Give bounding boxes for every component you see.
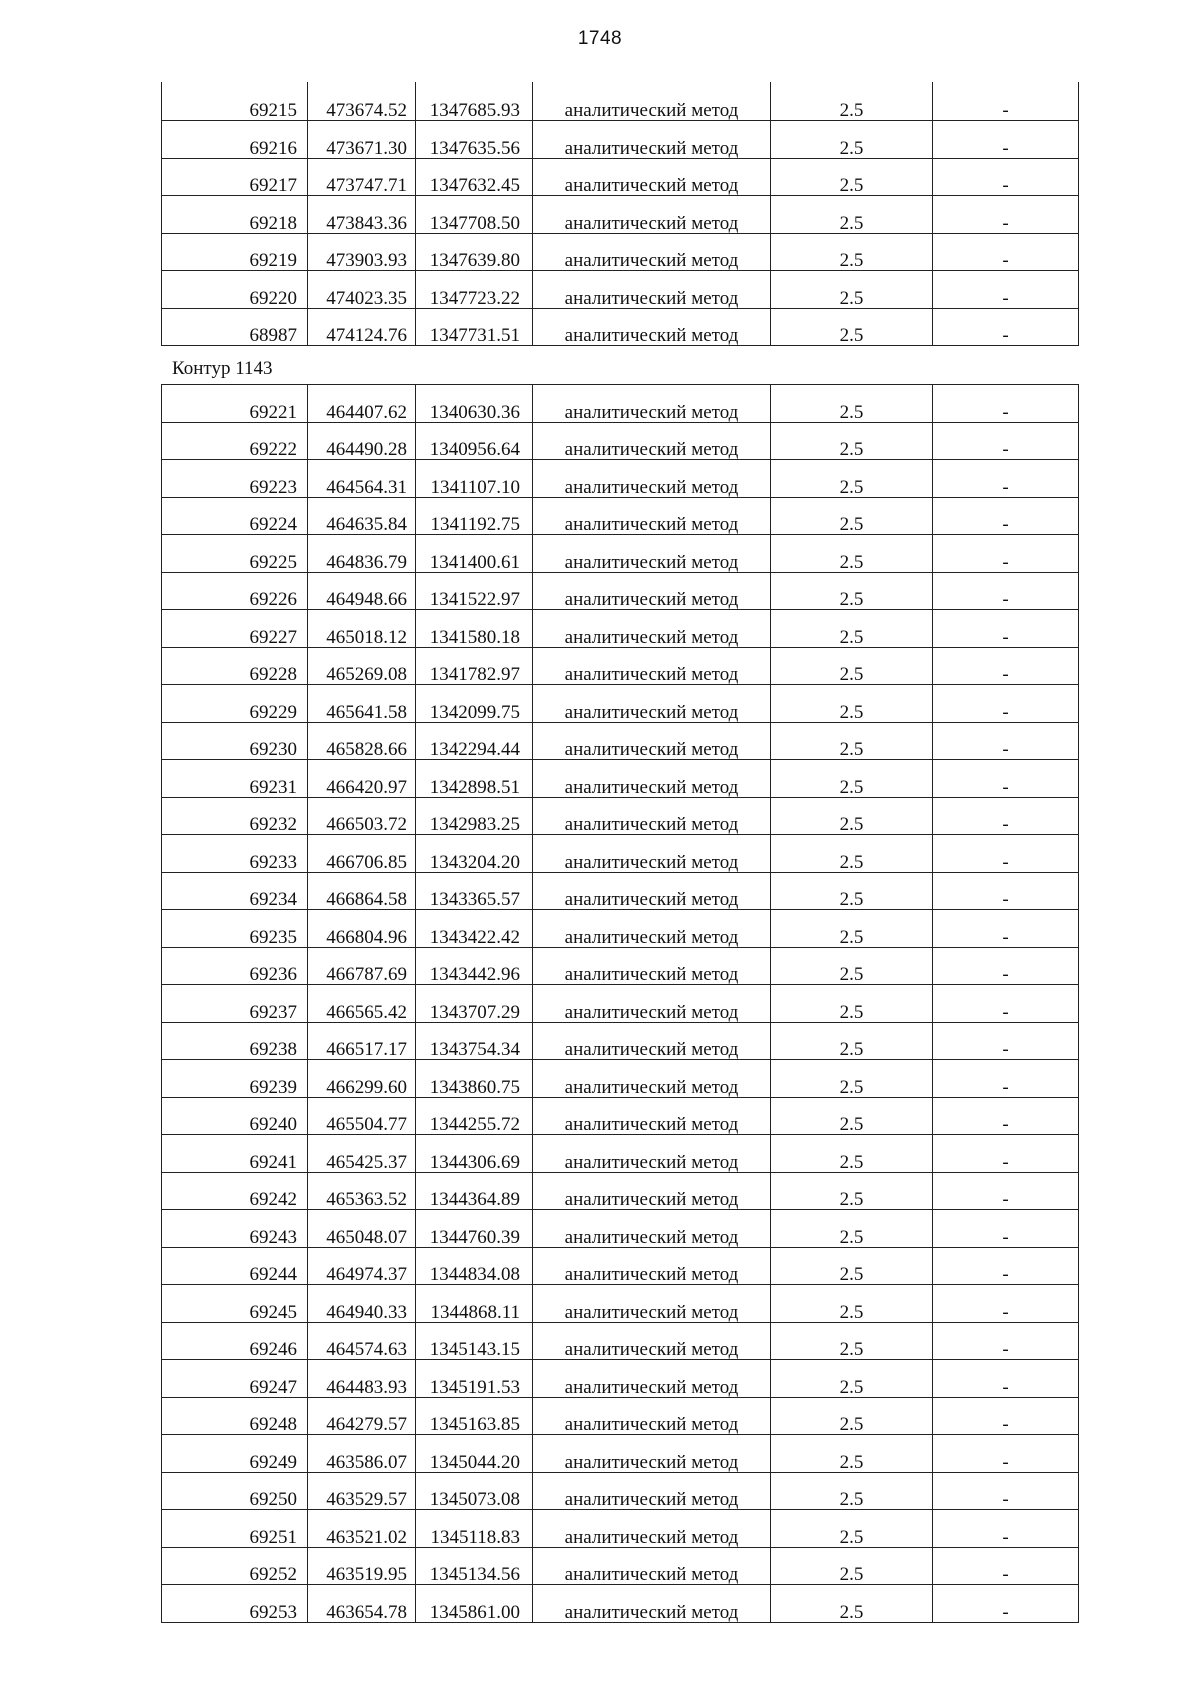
table-row bbox=[162, 1210, 1079, 1248]
y-coordinate-cell: 1347635.56 bbox=[416, 121, 533, 159]
note-cell: - bbox=[933, 1585, 1079, 1623]
y-coordinate-cell: 1342983.25 bbox=[416, 797, 533, 835]
table-row bbox=[162, 797, 1079, 835]
note-cell: - bbox=[933, 760, 1079, 798]
y-coordinate-cell: 1343204.20 bbox=[416, 835, 533, 873]
table-row bbox=[162, 1135, 1079, 1173]
y-coordinate-cell: 1342898.51 bbox=[416, 760, 533, 798]
point-number-cell: 69244 bbox=[162, 1247, 308, 1285]
method-cell: аналитический метод bbox=[533, 1322, 771, 1360]
point-number-cell: 69246 bbox=[162, 1322, 308, 1360]
point-number-cell: 68987 bbox=[162, 308, 308, 346]
x-coordinate-cell: 463521.02 bbox=[308, 1510, 416, 1548]
note-cell: - bbox=[933, 196, 1079, 234]
point-number-cell: 69223 bbox=[162, 460, 308, 498]
accuracy-cell: 2.5 bbox=[771, 271, 933, 309]
x-coordinate-cell: 465048.07 bbox=[308, 1210, 416, 1248]
method-cell: аналитический метод bbox=[533, 685, 771, 723]
method-cell: аналитический метод bbox=[533, 422, 771, 460]
note-cell: - bbox=[933, 685, 1079, 723]
y-coordinate-cell: 1341782.97 bbox=[416, 647, 533, 685]
note-cell: - bbox=[933, 308, 1079, 346]
table-row bbox=[162, 422, 1079, 460]
y-coordinate-cell: 1347723.22 bbox=[416, 271, 533, 309]
note-cell: - bbox=[933, 1510, 1079, 1548]
table-row bbox=[162, 1022, 1079, 1060]
x-coordinate-cell: 466517.17 bbox=[308, 1022, 416, 1060]
note-cell: - bbox=[933, 1022, 1079, 1060]
accuracy-cell: 2.5 bbox=[771, 947, 933, 985]
table-row bbox=[162, 647, 1079, 685]
accuracy-cell: 2.5 bbox=[771, 535, 933, 573]
table-row bbox=[162, 1060, 1079, 1098]
y-coordinate-cell: 1344255.72 bbox=[416, 1097, 533, 1135]
y-coordinate-cell: 1343422.42 bbox=[416, 910, 533, 948]
method-cell: аналитический метод bbox=[533, 121, 771, 159]
point-number-cell: 69222 bbox=[162, 422, 308, 460]
table-row bbox=[162, 271, 1079, 309]
x-coordinate-cell: 473674.52 bbox=[308, 82, 416, 121]
table-row bbox=[162, 835, 1079, 873]
note-cell: - bbox=[933, 1547, 1079, 1585]
y-coordinate-cell: 1344760.39 bbox=[416, 1210, 533, 1248]
point-number-cell: 69247 bbox=[162, 1360, 308, 1398]
y-coordinate-cell: 1341400.61 bbox=[416, 535, 533, 573]
method-cell: аналитический метод bbox=[533, 722, 771, 760]
point-number-cell: 69241 bbox=[162, 1135, 308, 1173]
table-row bbox=[162, 1360, 1079, 1398]
method-cell: аналитический метод bbox=[533, 1022, 771, 1060]
note-cell: - bbox=[933, 121, 1079, 159]
note-cell: - bbox=[933, 910, 1079, 948]
point-number-cell: 69217 bbox=[162, 158, 308, 196]
table-row bbox=[162, 460, 1079, 498]
coordinates-table-contour bbox=[161, 384, 1079, 1623]
point-number-cell: 69238 bbox=[162, 1022, 308, 1060]
point-number-cell: 69224 bbox=[162, 497, 308, 535]
accuracy-cell: 2.5 bbox=[771, 1097, 933, 1135]
method-cell: аналитический метод bbox=[533, 1510, 771, 1548]
table-row bbox=[162, 1547, 1079, 1585]
note-cell: - bbox=[933, 1285, 1079, 1323]
y-coordinate-cell: 1340630.36 bbox=[416, 385, 533, 423]
y-coordinate-cell: 1347632.45 bbox=[416, 158, 533, 196]
table-row bbox=[162, 82, 1079, 121]
point-number-cell: 69242 bbox=[162, 1172, 308, 1210]
method-cell: аналитический метод bbox=[533, 985, 771, 1023]
method-cell: аналитический метод bbox=[533, 760, 771, 798]
accuracy-cell: 2.5 bbox=[771, 233, 933, 271]
accuracy-cell: 2.5 bbox=[771, 610, 933, 648]
point-number-cell: 69253 bbox=[162, 1585, 308, 1623]
point-number-cell: 69243 bbox=[162, 1210, 308, 1248]
note-cell: - bbox=[933, 572, 1079, 610]
note-cell: - bbox=[933, 460, 1079, 498]
x-coordinate-cell: 465269.08 bbox=[308, 647, 416, 685]
method-cell: аналитический метод bbox=[533, 1547, 771, 1585]
x-coordinate-cell: 463519.95 bbox=[308, 1547, 416, 1585]
method-cell: аналитический метод bbox=[533, 1060, 771, 1098]
table-row bbox=[162, 947, 1079, 985]
point-number-cell: 69231 bbox=[162, 760, 308, 798]
accuracy-cell: 2.5 bbox=[771, 985, 933, 1023]
point-number-cell: 69240 bbox=[162, 1097, 308, 1135]
y-coordinate-cell: 1341580.18 bbox=[416, 610, 533, 648]
x-coordinate-cell: 473671.30 bbox=[308, 121, 416, 159]
method-cell: аналитический метод bbox=[533, 797, 771, 835]
accuracy-cell: 2.5 bbox=[771, 685, 933, 723]
table-row bbox=[162, 1247, 1079, 1285]
table-row bbox=[162, 385, 1079, 423]
y-coordinate-cell: 1343707.29 bbox=[416, 985, 533, 1023]
accuracy-cell: 2.5 bbox=[771, 1022, 933, 1060]
x-coordinate-cell: 464279.57 bbox=[308, 1397, 416, 1435]
method-cell: аналитический метод bbox=[533, 910, 771, 948]
point-number-cell: 69227 bbox=[162, 610, 308, 648]
table-row bbox=[162, 233, 1079, 271]
table-row bbox=[162, 196, 1079, 234]
table-row bbox=[162, 1397, 1079, 1435]
method-cell: аналитический метод bbox=[533, 647, 771, 685]
point-number-cell: 69235 bbox=[162, 910, 308, 948]
point-number-cell: 69216 bbox=[162, 121, 308, 159]
x-coordinate-cell: 466787.69 bbox=[308, 947, 416, 985]
point-number-cell: 69248 bbox=[162, 1397, 308, 1435]
accuracy-cell: 2.5 bbox=[771, 196, 933, 234]
point-number-cell: 69250 bbox=[162, 1472, 308, 1510]
method-cell: аналитический метод bbox=[533, 308, 771, 346]
method-cell: аналитический метод bbox=[533, 535, 771, 573]
note-cell: - bbox=[933, 872, 1079, 910]
table-row bbox=[162, 722, 1079, 760]
table-row bbox=[162, 1285, 1079, 1323]
accuracy-cell: 2.5 bbox=[771, 797, 933, 835]
accuracy-cell: 2.5 bbox=[771, 1435, 933, 1473]
note-cell: - bbox=[933, 158, 1079, 196]
note-cell: - bbox=[933, 271, 1079, 309]
method-cell: аналитический метод bbox=[533, 1360, 771, 1398]
accuracy-cell: 2.5 bbox=[771, 835, 933, 873]
accuracy-cell: 2.5 bbox=[771, 121, 933, 159]
accuracy-cell: 2.5 bbox=[771, 158, 933, 196]
point-number-cell: 69226 bbox=[162, 572, 308, 610]
x-coordinate-cell: 465363.52 bbox=[308, 1172, 416, 1210]
y-coordinate-cell: 1347685.93 bbox=[416, 82, 533, 121]
y-coordinate-cell: 1345118.83 bbox=[416, 1510, 533, 1548]
point-number-cell: 69215 bbox=[162, 82, 308, 121]
note-cell: - bbox=[933, 985, 1079, 1023]
x-coordinate-cell: 465504.77 bbox=[308, 1097, 416, 1135]
note-cell: - bbox=[933, 610, 1079, 648]
accuracy-cell: 2.5 bbox=[771, 1360, 933, 1398]
note-cell: - bbox=[933, 1435, 1079, 1473]
method-cell: аналитический метод bbox=[533, 1585, 771, 1623]
x-coordinate-cell: 464940.33 bbox=[308, 1285, 416, 1323]
method-cell: аналитический метод bbox=[533, 497, 771, 535]
table-row bbox=[162, 1472, 1079, 1510]
method-cell: аналитический метод bbox=[533, 196, 771, 234]
note-cell: - bbox=[933, 1472, 1079, 1510]
accuracy-cell: 2.5 bbox=[771, 1322, 933, 1360]
note-cell: - bbox=[933, 647, 1079, 685]
y-coordinate-cell: 1343860.75 bbox=[416, 1060, 533, 1098]
method-cell: аналитический метод bbox=[533, 835, 771, 873]
x-coordinate-cell: 473903.93 bbox=[308, 233, 416, 271]
x-coordinate-cell: 464574.63 bbox=[308, 1322, 416, 1360]
table-row bbox=[162, 985, 1079, 1023]
y-coordinate-cell: 1345163.85 bbox=[416, 1397, 533, 1435]
y-coordinate-cell: 1345191.53 bbox=[416, 1360, 533, 1398]
method-cell: аналитический метод bbox=[533, 947, 771, 985]
table-row bbox=[162, 572, 1079, 610]
accuracy-cell: 2.5 bbox=[771, 1585, 933, 1623]
y-coordinate-cell: 1344868.11 bbox=[416, 1285, 533, 1323]
point-number-cell: 69239 bbox=[162, 1060, 308, 1098]
x-coordinate-cell: 464483.93 bbox=[308, 1360, 416, 1398]
method-cell: аналитический метод bbox=[533, 82, 771, 121]
y-coordinate-cell: 1342294.44 bbox=[416, 722, 533, 760]
y-coordinate-cell: 1345044.20 bbox=[416, 1435, 533, 1473]
y-coordinate-cell: 1343754.34 bbox=[416, 1022, 533, 1060]
y-coordinate-cell: 1347708.50 bbox=[416, 196, 533, 234]
y-coordinate-cell: 1344834.08 bbox=[416, 1247, 533, 1285]
y-coordinate-cell: 1340956.64 bbox=[416, 422, 533, 460]
note-cell: - bbox=[933, 233, 1079, 271]
y-coordinate-cell: 1342099.75 bbox=[416, 685, 533, 723]
x-coordinate-cell: 466804.96 bbox=[308, 910, 416, 948]
x-coordinate-cell: 464564.31 bbox=[308, 460, 416, 498]
method-cell: аналитический метод bbox=[533, 1285, 771, 1323]
method-cell: аналитический метод bbox=[533, 1472, 771, 1510]
point-number-cell: 69234 bbox=[162, 872, 308, 910]
note-cell: - bbox=[933, 1060, 1079, 1098]
method-cell: аналитический метод bbox=[533, 1172, 771, 1210]
table-row bbox=[162, 685, 1079, 723]
method-cell: аналитический метод bbox=[533, 872, 771, 910]
table-row bbox=[162, 1322, 1079, 1360]
x-coordinate-cell: 465018.12 bbox=[308, 610, 416, 648]
note-cell: - bbox=[933, 1097, 1079, 1135]
note-cell: - bbox=[933, 385, 1079, 423]
note-cell: - bbox=[933, 1322, 1079, 1360]
accuracy-cell: 2.5 bbox=[771, 1135, 933, 1173]
point-number-cell: 69218 bbox=[162, 196, 308, 234]
accuracy-cell: 2.5 bbox=[771, 872, 933, 910]
x-coordinate-cell: 465828.66 bbox=[308, 722, 416, 760]
accuracy-cell: 2.5 bbox=[771, 1285, 933, 1323]
table-row bbox=[162, 872, 1079, 910]
y-coordinate-cell: 1343442.96 bbox=[416, 947, 533, 985]
method-cell: аналитический метод bbox=[533, 1210, 771, 1248]
accuracy-cell: 2.5 bbox=[771, 1210, 933, 1248]
y-coordinate-cell: 1344306.69 bbox=[416, 1135, 533, 1173]
x-coordinate-cell: 464490.28 bbox=[308, 422, 416, 460]
point-number-cell: 69229 bbox=[162, 685, 308, 723]
note-cell: - bbox=[933, 422, 1079, 460]
method-cell: аналитический метод bbox=[533, 1397, 771, 1435]
method-cell: аналитический метод bbox=[533, 1135, 771, 1173]
x-coordinate-cell: 465641.58 bbox=[308, 685, 416, 723]
table-row bbox=[162, 497, 1079, 535]
table-row bbox=[162, 1435, 1079, 1473]
table-row bbox=[162, 910, 1079, 948]
accuracy-cell: 2.5 bbox=[771, 910, 933, 948]
y-coordinate-cell: 1347639.80 bbox=[416, 233, 533, 271]
point-number-cell: 69232 bbox=[162, 797, 308, 835]
x-coordinate-cell: 473843.36 bbox=[308, 196, 416, 234]
y-coordinate-cell: 1341192.75 bbox=[416, 497, 533, 535]
accuracy-cell: 2.5 bbox=[771, 1172, 933, 1210]
accuracy-cell: 2.5 bbox=[771, 760, 933, 798]
table-row bbox=[162, 760, 1079, 798]
note-cell: - bbox=[933, 797, 1079, 835]
table-row bbox=[162, 610, 1079, 648]
x-coordinate-cell: 473747.71 bbox=[308, 158, 416, 196]
point-number-cell: 69225 bbox=[162, 535, 308, 573]
method-cell: аналитический метод bbox=[533, 572, 771, 610]
x-coordinate-cell: 466565.42 bbox=[308, 985, 416, 1023]
y-coordinate-cell: 1343365.57 bbox=[416, 872, 533, 910]
x-coordinate-cell: 474124.76 bbox=[308, 308, 416, 346]
accuracy-cell: 2.5 bbox=[771, 1547, 933, 1585]
method-cell: аналитический метод bbox=[533, 233, 771, 271]
x-coordinate-cell: 464836.79 bbox=[308, 535, 416, 573]
table-row bbox=[162, 158, 1079, 196]
accuracy-cell: 2.5 bbox=[771, 82, 933, 121]
note-cell: - bbox=[933, 947, 1079, 985]
table-row bbox=[162, 1172, 1079, 1210]
method-cell: аналитический метод bbox=[533, 1247, 771, 1285]
point-number-cell: 69233 bbox=[162, 835, 308, 873]
table-row bbox=[162, 1097, 1079, 1135]
x-coordinate-cell: 463586.07 bbox=[308, 1435, 416, 1473]
point-number-cell: 69220 bbox=[162, 271, 308, 309]
note-cell: - bbox=[933, 497, 1079, 535]
accuracy-cell: 2.5 bbox=[771, 1510, 933, 1548]
method-cell: аналитический метод bbox=[533, 610, 771, 648]
accuracy-cell: 2.5 bbox=[771, 722, 933, 760]
x-coordinate-cell: 464407.62 bbox=[308, 385, 416, 423]
point-number-cell: 69219 bbox=[162, 233, 308, 271]
point-number-cell: 69236 bbox=[162, 947, 308, 985]
note-cell: - bbox=[933, 1210, 1079, 1248]
method-cell: аналитический метод bbox=[533, 158, 771, 196]
note-cell: - bbox=[933, 535, 1079, 573]
y-coordinate-cell: 1341107.10 bbox=[416, 460, 533, 498]
accuracy-cell: 2.5 bbox=[771, 422, 933, 460]
x-coordinate-cell: 464635.84 bbox=[308, 497, 416, 535]
x-coordinate-cell: 463654.78 bbox=[308, 1585, 416, 1623]
method-cell: аналитический метод bbox=[533, 1435, 771, 1473]
method-cell: аналитический метод bbox=[533, 271, 771, 309]
note-cell: - bbox=[933, 1247, 1079, 1285]
accuracy-cell: 2.5 bbox=[771, 460, 933, 498]
accuracy-cell: 2.5 bbox=[771, 1472, 933, 1510]
accuracy-cell: 2.5 bbox=[771, 308, 933, 346]
y-coordinate-cell: 1347731.51 bbox=[416, 308, 533, 346]
table-row bbox=[162, 308, 1079, 346]
y-coordinate-cell: 1345143.15 bbox=[416, 1322, 533, 1360]
point-number-cell: 69228 bbox=[162, 647, 308, 685]
point-number-cell: 69221 bbox=[162, 385, 308, 423]
x-coordinate-cell: 463529.57 bbox=[308, 1472, 416, 1510]
note-cell: - bbox=[933, 1135, 1079, 1173]
accuracy-cell: 2.5 bbox=[771, 497, 933, 535]
point-number-cell: 69230 bbox=[162, 722, 308, 760]
x-coordinate-cell: 464948.66 bbox=[308, 572, 416, 610]
x-coordinate-cell: 466503.72 bbox=[308, 797, 416, 835]
coordinates-table-continued bbox=[161, 82, 1079, 346]
x-coordinate-cell: 466864.58 bbox=[308, 872, 416, 910]
note-cell: - bbox=[933, 835, 1079, 873]
point-number-cell: 69237 bbox=[162, 985, 308, 1023]
point-number-cell: 69251 bbox=[162, 1510, 308, 1548]
accuracy-cell: 2.5 bbox=[771, 1060, 933, 1098]
x-coordinate-cell: 466420.97 bbox=[308, 760, 416, 798]
note-cell: - bbox=[933, 82, 1079, 121]
note-cell: - bbox=[933, 1360, 1079, 1398]
x-coordinate-cell: 465425.37 bbox=[308, 1135, 416, 1173]
point-number-cell: 69245 bbox=[162, 1285, 308, 1323]
note-cell: - bbox=[933, 722, 1079, 760]
accuracy-cell: 2.5 bbox=[771, 1247, 933, 1285]
table-row bbox=[162, 1585, 1079, 1623]
point-number-cell: 69252 bbox=[162, 1547, 308, 1585]
x-coordinate-cell: 466299.60 bbox=[308, 1060, 416, 1098]
x-coordinate-cell: 466706.85 bbox=[308, 835, 416, 873]
method-cell: аналитический метод bbox=[533, 385, 771, 423]
page-number: 1748 bbox=[577, 28, 623, 49]
accuracy-cell: 2.5 bbox=[771, 1397, 933, 1435]
note-cell: - bbox=[933, 1397, 1079, 1435]
x-coordinate-cell: 464974.37 bbox=[308, 1247, 416, 1285]
accuracy-cell: 2.5 bbox=[771, 572, 933, 610]
accuracy-cell: 2.5 bbox=[771, 647, 933, 685]
y-coordinate-cell: 1345134.56 bbox=[416, 1547, 533, 1585]
table-row bbox=[162, 535, 1079, 573]
y-coordinate-cell: 1344364.89 bbox=[416, 1172, 533, 1210]
point-number-cell: 69249 bbox=[162, 1435, 308, 1473]
table-row bbox=[162, 1510, 1079, 1548]
y-coordinate-cell: 1345073.08 bbox=[416, 1472, 533, 1510]
accuracy-cell: 2.5 bbox=[771, 385, 933, 423]
y-coordinate-cell: 1341522.97 bbox=[416, 572, 533, 610]
x-coordinate-cell: 474023.35 bbox=[308, 271, 416, 309]
note-cell: - bbox=[933, 1172, 1079, 1210]
contour-label: Контур 1143 bbox=[172, 358, 273, 379]
table-row bbox=[162, 121, 1079, 159]
method-cell: аналитический метод bbox=[533, 460, 771, 498]
y-coordinate-cell: 1345861.00 bbox=[416, 1585, 533, 1623]
method-cell: аналитический метод bbox=[533, 1097, 771, 1135]
